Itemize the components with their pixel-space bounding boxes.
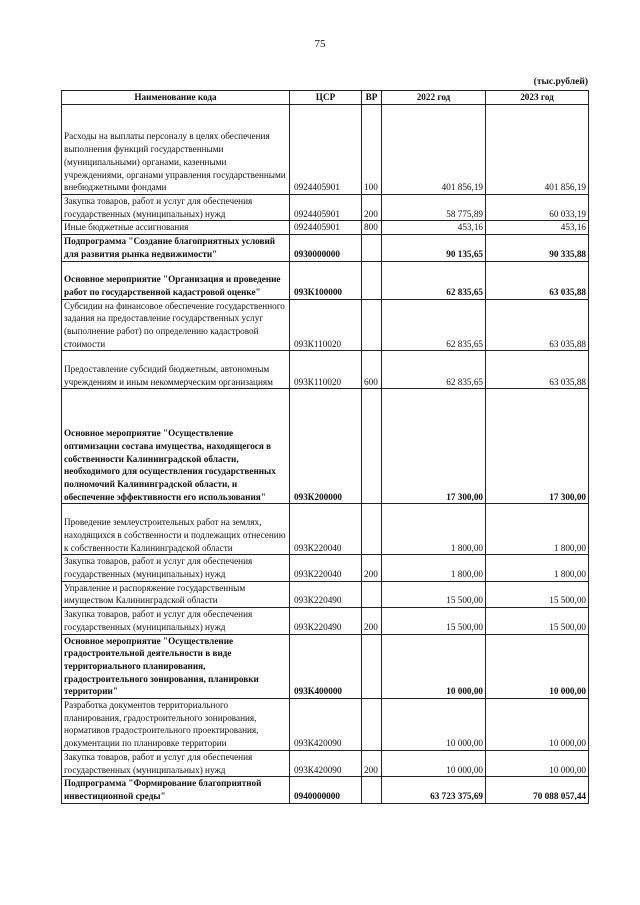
row-name-cell: Подпрограмма "Формирование благоприятной инвестиционной среды" <box>62 777 290 803</box>
row-2022-cell: 453,16 <box>382 221 486 235</box>
row-2023-cell: 401 856,19 <box>486 105 589 195</box>
table-header-row <box>62 91 589 105</box>
row-name-cell: Основное мероприятие "Осуществление оптимизации состава имущества, находящегося в собственности Калининградской области, необходимого для осуществления государственных полномочий Калининградской области, и обеспечение эффективности его использования" <box>62 389 290 504</box>
row-2023-cell: 10 000,00 <box>486 750 589 776</box>
row-2023-cell: 90 335,88 <box>486 235 589 261</box>
header-csr: ЦСР <box>290 91 362 105</box>
row-2022-cell: 10 000,00 <box>382 750 486 776</box>
row-name-cell: Закупка товаров, работ и услуг для обеспечения государственных (муниципальных) нужд <box>62 555 290 581</box>
row-2022-cell: 63 723 375,69 <box>382 777 486 803</box>
row-2023-cell: 453,16 <box>486 221 589 235</box>
row-vr-cell <box>362 235 382 261</box>
row-2022-cell: 15 500,00 <box>382 581 486 607</box>
table-row <box>62 221 589 235</box>
row-code-cell: 0924405901 <box>290 195 362 221</box>
header-name: Наименование кода <box>62 91 290 105</box>
row-code-cell: 093К400000 <box>290 634 362 699</box>
row-2023-cell: 10 000,00 <box>486 634 589 699</box>
row-2023-cell: 1 800,00 <box>486 504 589 555</box>
row-name-cell: Расходы на выплаты персоналу в целях обеспечения выполнения функций государственными (муниципальными) органами, казенными учреждениями, органами управления государственными внебюджетными фондами <box>62 105 290 195</box>
row-vr-cell <box>362 699 382 751</box>
row-vr-cell: 200 <box>362 555 382 581</box>
row-2023-cell: 15 500,00 <box>486 581 589 607</box>
row-code-cell: 093К220040 <box>290 555 362 581</box>
row-2022-cell: 10 000,00 <box>382 699 486 751</box>
row-2023-cell: 63 035,88 <box>486 261 589 299</box>
table-row <box>62 504 589 555</box>
row-2022-cell: 62 835,65 <box>382 351 486 389</box>
table-row <box>62 777 589 803</box>
table-row <box>62 351 589 389</box>
row-2023-cell: 60 033,19 <box>486 195 589 221</box>
row-vr-cell: 200 <box>362 608 382 634</box>
row-vr-cell: 800 <box>362 221 382 235</box>
header-2022: 2022 год <box>382 91 486 105</box>
table-row <box>62 261 589 299</box>
row-2022-cell: 10 000,00 <box>382 634 486 699</box>
header-2023: 2023 год <box>486 91 589 105</box>
row-code-cell: 093К100000 <box>290 261 362 299</box>
table-row <box>62 389 589 504</box>
row-vr-cell <box>362 261 382 299</box>
row-name-cell: Закупка товаров, работ и услуг для обеспечения государственных (муниципальных) нужд <box>62 608 290 634</box>
row-code-cell: 093К220490 <box>290 581 362 607</box>
row-2023-cell: 17 300,00 <box>486 389 589 504</box>
page-number: 75 <box>314 38 326 50</box>
table-body <box>62 105 589 804</box>
table-row <box>62 555 589 581</box>
row-name-cell: Предоставление субсидий бюджетным, автономным учреждениям и иным некоммерческим организациям <box>62 351 290 389</box>
row-2022-cell: 1 800,00 <box>382 555 486 581</box>
row-2023-cell: 70 088 057,44 <box>486 777 589 803</box>
row-name-cell: Основное мероприятие "Осуществление градостроительной деятельности в виде территориального планирования, градостроительного зонирования, планировки территории" <box>62 634 290 699</box>
row-name-cell: Закупка товаров, работ и услуг для обеспечения государственных (муниципальных) нужд <box>62 750 290 776</box>
row-name-cell: Основное мероприятие "Организация и проведение работ по государственной кадастровой оценке" <box>62 261 290 299</box>
table-row <box>62 699 589 751</box>
row-vr-cell <box>362 504 382 555</box>
row-2022-cell: 62 835,65 <box>382 299 486 351</box>
table-row <box>62 750 589 776</box>
row-name-cell: Управление и распоряжение государственным имуществом Калининградской области <box>62 581 290 607</box>
table-row <box>62 195 589 221</box>
row-name-cell: Подпрограмма "Создание благоприятных условий для развития рынка недвижимости" <box>62 235 290 261</box>
row-code-cell: 093К220040 <box>290 504 362 555</box>
table-row <box>62 235 589 261</box>
row-vr-cell: 200 <box>362 195 382 221</box>
row-name-cell: Проведение землеустроительных работ на землях, находящихся в собственности и подлежащих отнесению к собственности Калининградской области <box>62 504 290 555</box>
row-2022-cell: 62 835,65 <box>382 261 486 299</box>
row-2022-cell: 58 775,89 <box>382 195 486 221</box>
row-code-cell: 0940000000 <box>290 777 362 803</box>
row-name-cell: Субсидии на финансовое обеспечение государственного задания на предоставление государственных услуг (выполнение работ) по определению кадастровой стоимости <box>62 299 290 351</box>
row-name-cell: Закупка товаров, работ и услуг для обеспечения государственных (муниципальных) нужд <box>62 195 290 221</box>
row-vr-cell <box>362 299 382 351</box>
row-vr-cell <box>362 389 382 504</box>
row-code-cell: 0924405901 <box>290 221 362 235</box>
row-code-cell: 093К220490 <box>290 608 362 634</box>
table-row <box>62 634 589 699</box>
row-2023-cell: 15 500,00 <box>486 608 589 634</box>
header-vr: ВР <box>362 91 382 105</box>
row-name-cell: Иные бюджетные ассигнования <box>62 221 290 235</box>
row-vr-cell: 200 <box>362 750 382 776</box>
row-code-cell: 093К420090 <box>290 699 362 751</box>
row-2022-cell: 401 856,19 <box>382 105 486 195</box>
row-2023-cell: 1 800,00 <box>486 555 589 581</box>
row-code-cell: 093К200000 <box>290 389 362 504</box>
row-2023-cell: 10 000,00 <box>486 699 589 751</box>
row-2022-cell: 90 135,65 <box>382 235 486 261</box>
row-2022-cell: 15 500,00 <box>382 608 486 634</box>
row-vr-cell <box>362 581 382 607</box>
row-2023-cell: 63 035,88 <box>486 299 589 351</box>
row-vr-cell <box>362 634 382 699</box>
row-vr-cell: 600 <box>362 351 382 389</box>
row-code-cell: 093К420090 <box>290 750 362 776</box>
row-2023-cell: 63 035,88 <box>486 351 589 389</box>
budget-table <box>61 90 589 804</box>
table-row <box>62 608 589 634</box>
table-row <box>62 105 589 195</box>
row-vr-cell: 100 <box>362 105 382 195</box>
row-code-cell: 093К110020 <box>290 299 362 351</box>
row-2022-cell: 1 800,00 <box>382 504 486 555</box>
units-label: (тыс.рублей) <box>533 77 588 87</box>
table-row <box>62 581 589 607</box>
table-row <box>62 299 589 351</box>
row-code-cell: 093К110020 <box>290 351 362 389</box>
row-2022-cell: 17 300,00 <box>382 389 486 504</box>
row-name-cell: Разработка документов территориального планирования, градостроительного зонирования, нормативов градостроительного проектирования, документации по планировке территории <box>62 699 290 751</box>
row-code-cell: 0924405901 <box>290 105 362 195</box>
row-vr-cell <box>362 777 382 803</box>
row-code-cell: 0930000000 <box>290 235 362 261</box>
